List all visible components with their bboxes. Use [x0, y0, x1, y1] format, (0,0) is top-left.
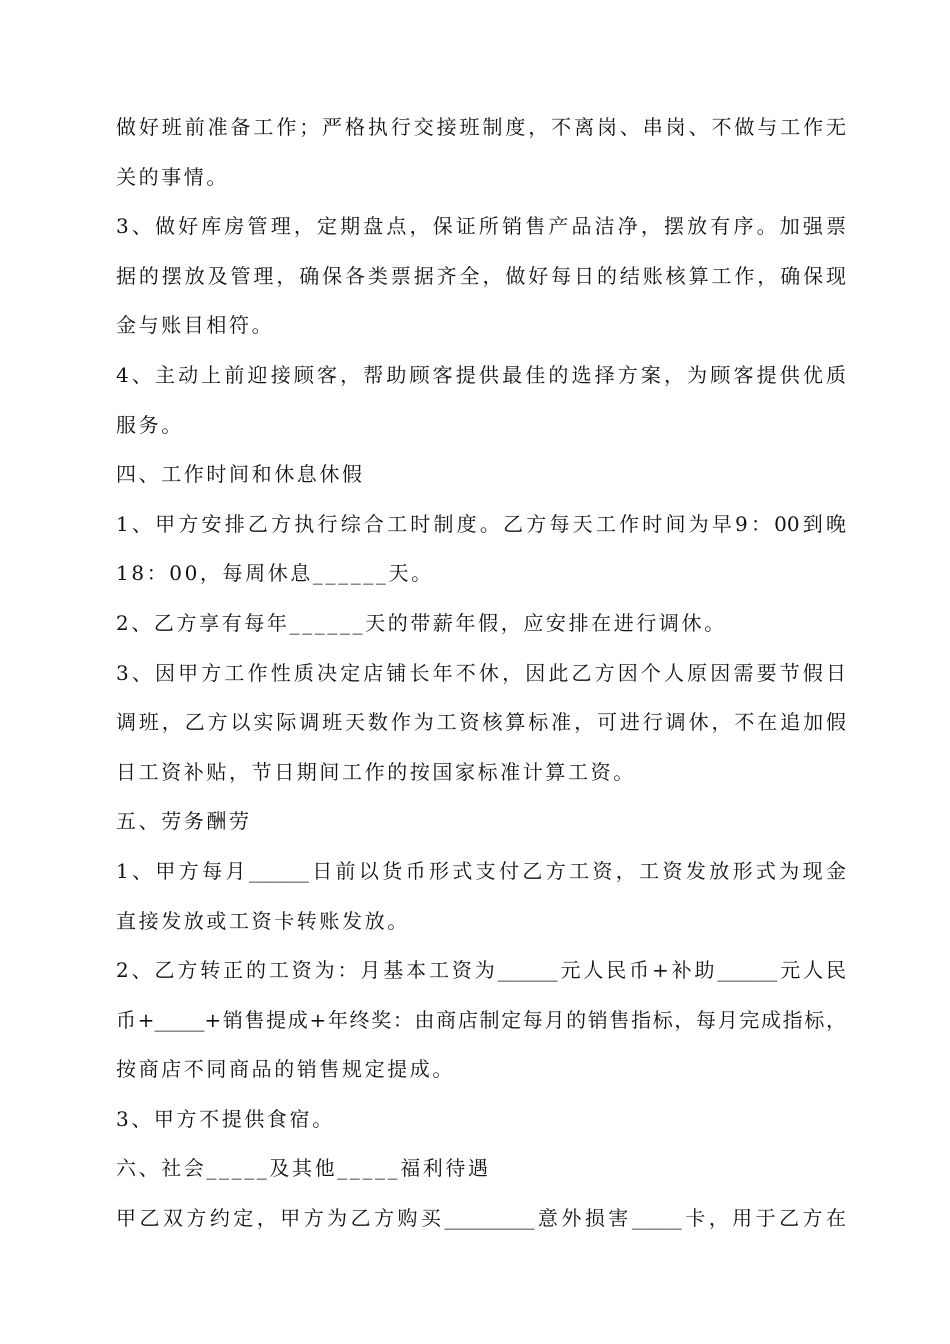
text-line: 2、乙方转正的工资为：月基本工资为______元人民币+补助______元人民	[116, 958, 846, 983]
section-heading: 五、劳务酬劳	[116, 809, 252, 834]
text-line: 甲乙双方约定，甲方为乙方购买_________意外损害_____卡，用于乙方在	[116, 1206, 846, 1231]
document-body	[116, 103, 846, 1244]
text-line: 按商店不同商品的销售规定提成。	[116, 1057, 455, 1082]
text-line: 1、甲方每月______日前以货币形式支付乙方工资，工资发放形式为现金	[116, 858, 846, 883]
section-heading: 六、社会_____及其他_____福利待遇	[116, 1156, 491, 1181]
text-line: 3、甲方不提供食宿。	[116, 1106, 335, 1131]
text-line: 3、做好库房管理，定期盘点，保证所销售产品洁净，摆放有序。加强票	[116, 214, 846, 239]
text-line: 关的事情。	[116, 164, 229, 189]
section-heading: 四、工作时间和休息休假	[116, 462, 365, 487]
text-line: 币+_____+销售提成+年终奖：由商店制定每月的销售指标，每月完成指标，	[116, 1007, 846, 1032]
text-line: 1、甲方安排乙方执行综合工时制度。乙方每天工作时间为早9：00到晚	[116, 511, 846, 536]
text-line: 直接发放或工资卡转账发放。	[116, 908, 410, 933]
text-line: 服务。	[116, 412, 184, 437]
text-line: 4、主动上前迎接顾客，帮助顾客提供最佳的选择方案，为顾客提供优质	[116, 362, 846, 387]
text-line: 调班，乙方以实际调班天数作为工资核算标准，可进行调休，不在追加假	[116, 710, 846, 735]
text-line: 3、因甲方工作性质决定店铺长年不休，因此乙方因个人原因需要节假日	[116, 660, 846, 685]
text-line: 18：00，每周休息______天。	[116, 561, 434, 586]
text-line: 金与账目相符。	[116, 313, 275, 338]
text-line: 做好班前准备工作；严格执行交接班制度，不离岗、串岗、不做与工作无	[116, 115, 846, 139]
text-line: 据的摆放及管理，确保各类票据齐全，做好每日的结账核算工作，确保现	[116, 263, 846, 288]
text-line: 2、乙方享有每年______天的带薪年假，应安排在进行调休。	[116, 610, 727, 635]
text-line: 日工资补贴，节日期间工作的按国家标准计算工资。	[116, 759, 636, 784]
